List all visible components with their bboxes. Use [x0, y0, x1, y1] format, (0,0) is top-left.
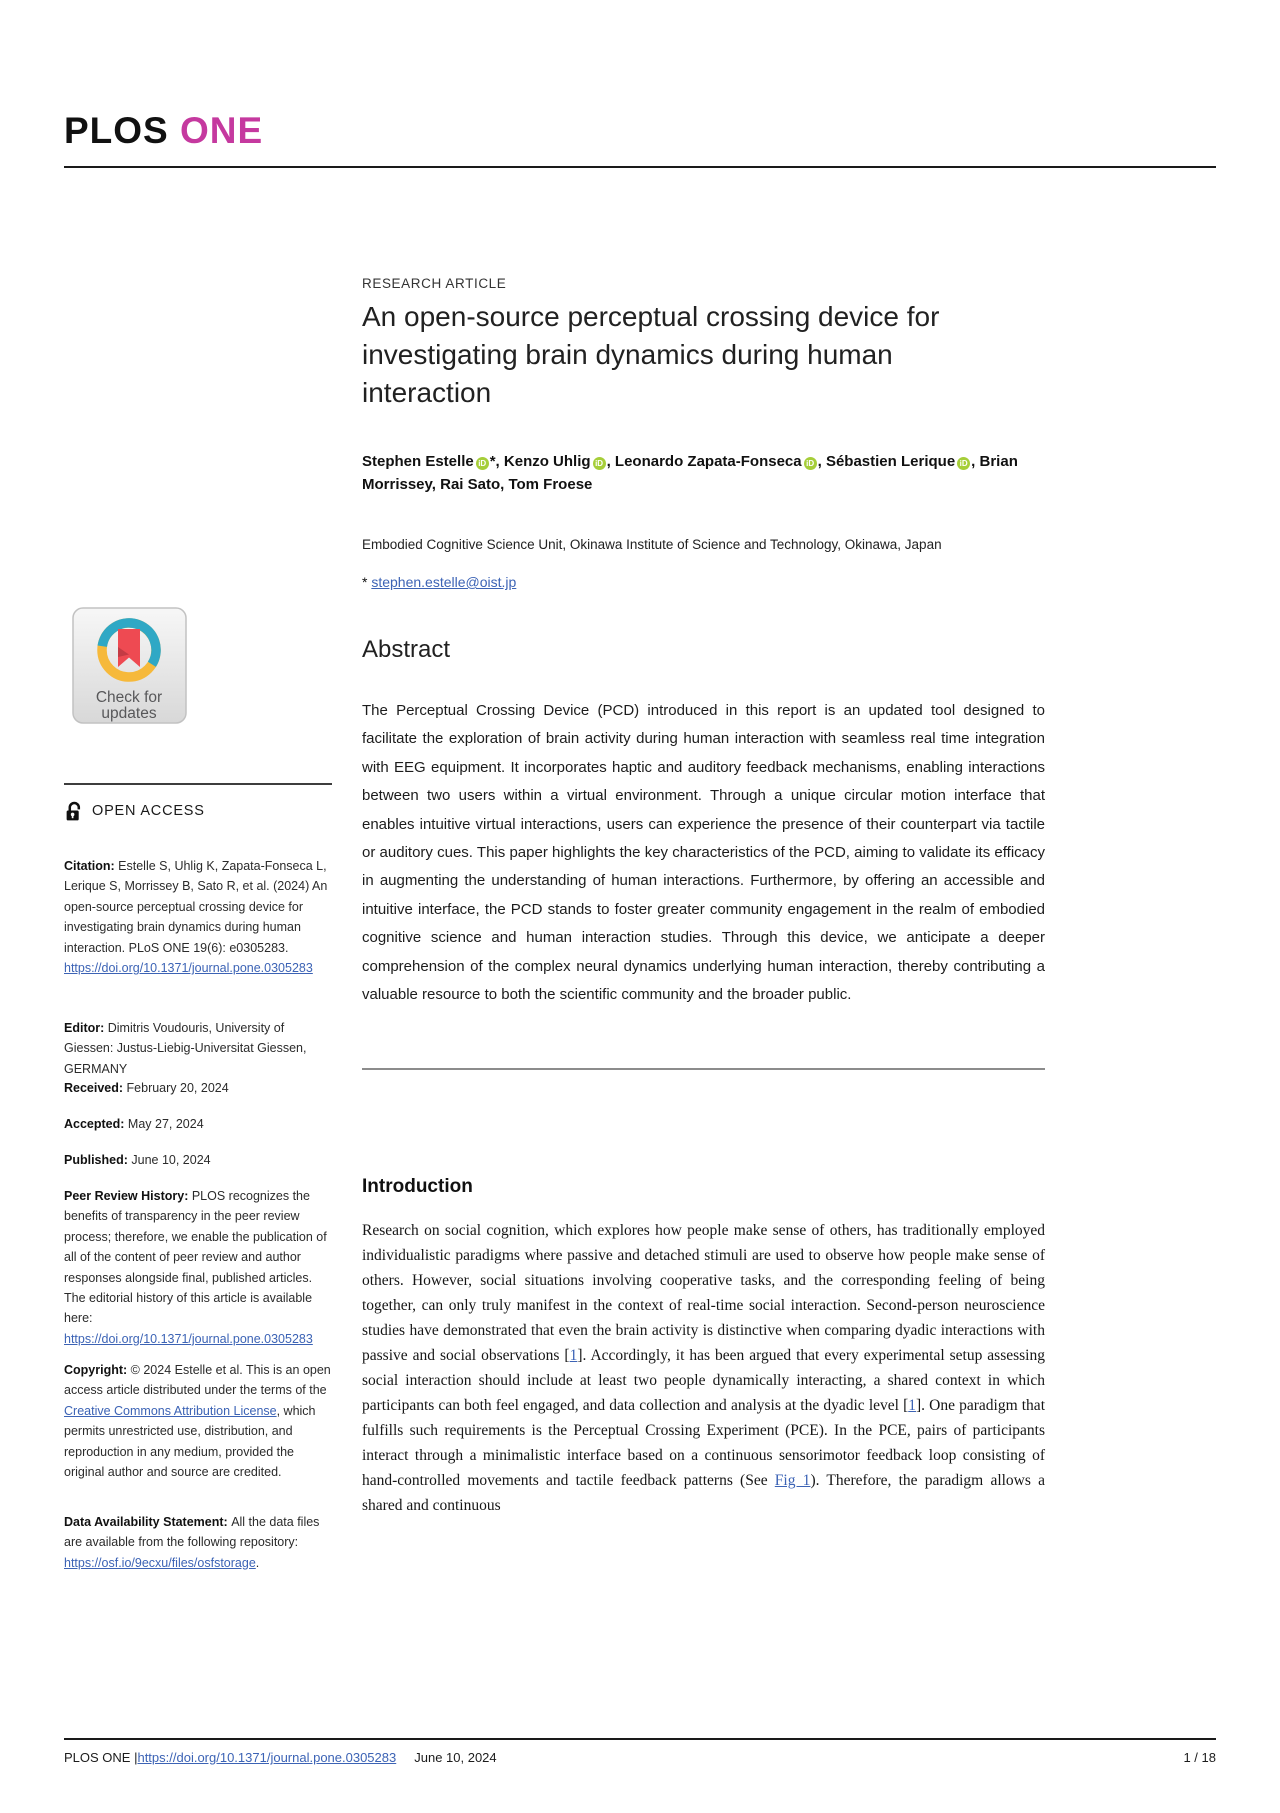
corresponding-author-line — [362, 574, 516, 590]
author-separator: , — [431, 476, 441, 493]
introduction-paragraph — [362, 1218, 1045, 1518]
author-separator: , — [817, 453, 826, 470]
author-name: Stephen Estelle — [362, 453, 474, 470]
editor-block — [64, 1018, 332, 1079]
published-block — [64, 1150, 332, 1170]
received-block — [64, 1078, 332, 1098]
intro-text: Research on social cognition, which explores how people make sense of others, has traditionally employed individualistic paradigms where passive and detached stimuli are used to observe how people make sense of others. However, social situations involving cooperative tasks, and the corresponding feeling of being together, can only truly manifest in the context of real-time social interaction. Second-person neuroscience studies have demonstrated that even the brain activity is distinctive when comparing dyadic interactions with passive and social observations [ — [362, 1222, 1045, 1364]
author-name: Kenzo Uhlig — [503, 453, 591, 470]
badge-label-line1: Check for — [95, 689, 163, 706]
author-separator: , — [606, 453, 615, 470]
authors-line — [362, 450, 1045, 496]
published-date: June 10, 2024 — [131, 1153, 211, 1167]
abstract-text: The Perceptual Crossing Device (PCD) introduced in this report is an updated tool designed to facilitate the exploration of brain activity during human interaction with seamless real time integration with EEG equipment. It incorporates haptic and auditory feedback mechanisms, enabling interactions between two users within a virtual environment. Through a unique circular motion interface that enables intuitive virtual interactions, users can experience the presence of their counterpart via tactile or auditory cues. This paper highlights the key characteristics of the PCD, aiming to validate its efficacy in augmenting the understanding of human interactions. Furthermore, by offering an accessible and intuitive interface, the PCD stands to foster greater community engagement in the realm of embodied cognitive science and human interaction studies. Through this device, we anticipate a deeper comprehension of the complex neural dynamics underlying human interaction, thereby contributing a valuable resource to both the scientific community and the broader public. — [362, 702, 1045, 1004]
author-separator: , — [971, 453, 980, 470]
repository-link[interactable]: https://osf.io/9ecxu/files/osfstorage — [64, 1555, 256, 1570]
open-access-row — [64, 801, 205, 822]
peer-review-label: Peer Review History: — [64, 1189, 192, 1203]
footer-divider — [64, 1738, 1216, 1740]
copyright-text-before: © 2024 Estelle et al. This is an open access article distributed under the terms of the — [64, 1363, 331, 1398]
accepted-date: May 27, 2024 — [127, 1117, 204, 1131]
wordmark-plos: PLOS — [64, 110, 169, 151]
intro-text: ]. Accordingly, it has been argued that every experimental setup assessing social interaction should include at least two people dynamically interacting, a shared context in which participants can both feel engaged, and data collection and analysis at the dyadic level [ — [362, 1347, 1045, 1414]
reference-link-1[interactable]: 1 — [569, 1347, 578, 1364]
orcid-icon[interactable]: iD — [476, 457, 489, 470]
badge-label-line2: updates — [101, 705, 157, 722]
footer-date: June 10, 2024 — [414, 1750, 497, 1765]
peer-review-block — [64, 1186, 332, 1349]
wordmark-one: ONE — [180, 110, 264, 151]
abstract-divider — [362, 1068, 1045, 1070]
accepted-label: Accepted: — [64, 1117, 128, 1131]
footer-journal-label: PLOS ONE | — [64, 1750, 138, 1765]
corresponding-email-link[interactable]: stephen.estelle@oist.jp — [371, 574, 517, 590]
citation-label: Citation: — [64, 859, 119, 873]
header-divider — [64, 166, 1216, 168]
orcid-icon[interactable]: iD — [804, 457, 817, 470]
data-availability-label: Data Availability Statement: — [64, 1515, 232, 1529]
figure-1-link[interactable]: Fig 1 — [774, 1472, 811, 1489]
corresponding-marker: * — [362, 574, 372, 590]
cc-license-link[interactable]: Creative Commons Attribution License — [64, 1403, 277, 1418]
author-separator: , — [500, 476, 509, 493]
check-for-updates-badge[interactable] — [72, 607, 187, 724]
citation-block — [64, 856, 332, 978]
open-access-label: OPEN ACCESS — [92, 803, 205, 820]
author-name: Leonardo Zapata-Fonseca — [614, 453, 802, 470]
orcid-icon[interactable]: iD — [957, 457, 970, 470]
orcid-icon[interactable]: iD — [593, 457, 606, 470]
accepted-block — [64, 1114, 332, 1134]
editor-label: Editor: — [64, 1021, 108, 1035]
intro-text: ). Therefore, the paradigm allows a shared and continuous — [362, 1472, 1045, 1514]
open-lock-icon — [64, 801, 85, 822]
author-name: Rai Sato — [440, 476, 501, 493]
introduction-heading: Introduction — [362, 1176, 473, 1197]
data-availability-text: All the data files are available from the following repository: — [64, 1515, 320, 1550]
reference-link-2[interactable]: 1 — [908, 1397, 916, 1414]
citation-doi-link[interactable]: https://doi.org/10.1371/journal.pone.0305283 — [64, 961, 313, 976]
editor-text: Dimitris Voudouris, University of Giessen: Justus-Liebig-Universitat Giessen, GERMANY — [64, 1021, 307, 1076]
copyright-text-after: , which permits unrestricted use, distribution, and reproduction in any medium, provided the original author and source are credited. — [64, 1403, 316, 1480]
received-date: February 20, 2024 — [126, 1081, 229, 1095]
affiliation: Embodied Cognitive Science Unit, Okinawa Institute of Science and Technology, Okinawa, Japan — [362, 537, 942, 552]
author-name: Sébastien Lerique — [825, 453, 956, 470]
research-article-kicker: RESEARCH ARTICLE — [362, 276, 507, 291]
page-footer — [64, 1750, 1216, 1765]
data-availability-block — [64, 1512, 332, 1573]
author-separator: *, — [489, 453, 504, 470]
peer-review-text: PLOS recognizes the benefits of transparency in the peer review process; therefore, we enable the publication of all of the content of peer review and author responses alongside final, published articles. The editorial history of this article is available here: — [64, 1189, 327, 1326]
author-name: Brian Morrissey — [362, 453, 1018, 493]
copyright-label: Copyright: — [64, 1363, 131, 1377]
author-name: Tom Froese — [508, 476, 593, 493]
journal-wordmark — [64, 110, 263, 152]
article-title: An open-source perceptual crossing device for investigating brain dynamics during human interaction — [362, 301, 940, 408]
peer-review-doi-link[interactable]: https://doi.org/10.1371/journal.pone.0305283 — [64, 1331, 313, 1346]
abstract-heading: Abstract — [362, 636, 451, 663]
published-label: Published: — [64, 1153, 132, 1167]
data-availability-period: . — [255, 1555, 260, 1570]
footer-doi-link[interactable]: https://doi.org/10.1371/journal.pone.0305283 — [137, 1750, 397, 1765]
sidebar-divider — [64, 783, 332, 785]
copyright-block — [64, 1360, 332, 1482]
intro-text: ]. One paradigm that fulfills such requirements is the Perceptual Crossing Experiment (PCE). In the PCE, pairs of participants interact through a minimalistic interface based on a continuous sensorimotor feedback loop consisting of hand-controlled movements and tactile feedback patterns (See — [362, 1397, 1045, 1489]
footer-page-indicator: 1 / 18 — [1183, 1750, 1216, 1765]
citation-text: Estelle S, Uhlig K, Zapata-Fonseca L, Lerique S, Morrissey B, Sato R, et al. (2024) An open-source perceptual crossing device for investigating brain dynamics during human interaction. PLoS ONE 19(6): e0305283. — [64, 859, 328, 955]
received-label: Received: — [64, 1081, 127, 1095]
